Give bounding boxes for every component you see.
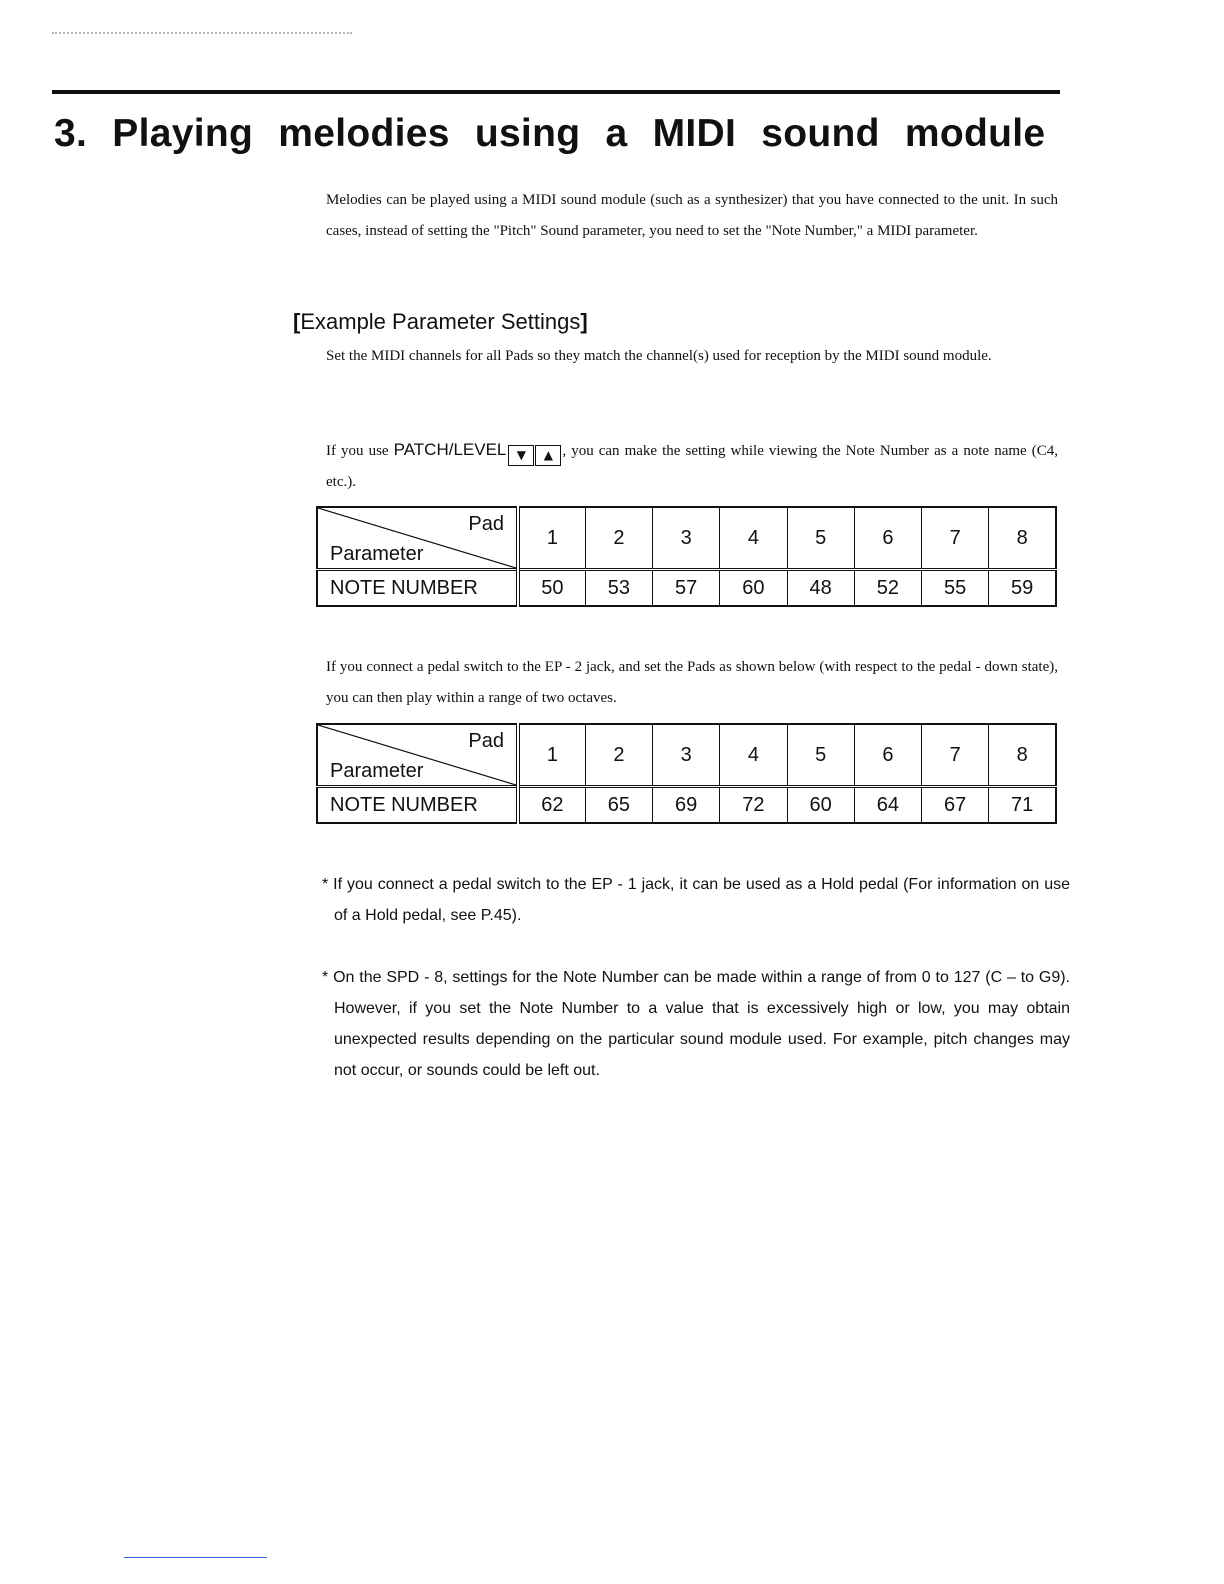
section-title xyxy=(54,112,1045,156)
section-number: 3. xyxy=(54,112,88,155)
note-value: 50 xyxy=(518,570,585,607)
note-value: 52 xyxy=(854,570,921,607)
note-value: 60 xyxy=(787,787,854,824)
note-number-table-2 xyxy=(316,723,1057,824)
diagonal-header-cell xyxy=(317,724,518,787)
pedal-paragraph: If you connect a pedal switch to the EP - 2 jack, and set the Pads as shown below (with respect to the pedal - down state), you can then play within a range of two octaves. xyxy=(326,659,1058,706)
pad-header: 6 xyxy=(854,724,921,787)
midi-channels-paragraph: Set the MIDI channels for all Pads so they match the channel(s) used for reception by the MIDI sound module. xyxy=(326,348,992,364)
note-number-range-note: * On the SPD - 8, settings for the Note Number can be made within a range of from 0 to 127 (C – to G9). However, if you set the Note Number to a value that is excessively high or low, you may obtain unexpected results depending on the particular sound module used. For example, pitch changes may not occur, or sounds could be left out. xyxy=(322,969,1070,1079)
intro-paragraph: Melodies can be played using a MIDI sound module (such as a synthesizer) that you have connected to the unit. In such cases, instead of setting the "Pitch" Sound parameter, you need to set the "Note Number," a MIDI parameter. xyxy=(326,192,1058,239)
patch-text-after: , you can make the setting while viewing the Note Number as a note name (C4, etc.). xyxy=(326,443,1058,490)
pad-header: 8 xyxy=(989,507,1056,570)
table-row xyxy=(317,570,1056,607)
footer-rule xyxy=(124,1557,267,1558)
note-value: 65 xyxy=(585,787,652,824)
pad-header: 2 xyxy=(585,724,652,787)
hold-pedal-note: * If you connect a pedal switch to the EP - 1 jack, it can be used as a Hold pedal (For information on use of a Hold pedal, see P.45). xyxy=(322,876,1070,924)
table-header-row xyxy=(317,724,1056,787)
note-value: 53 xyxy=(585,570,652,607)
pad-header: 8 xyxy=(989,724,1056,787)
pad-header: 6 xyxy=(854,507,921,570)
down-arrow-key-icon: ▼ xyxy=(508,445,534,466)
note-value: 67 xyxy=(922,787,989,824)
row-label: NOTE NUMBER xyxy=(317,570,518,607)
pad-header: 4 xyxy=(720,724,787,787)
pad-header: 7 xyxy=(922,507,989,570)
note-value: 72 xyxy=(720,787,787,824)
note-value: 60 xyxy=(720,570,787,607)
table-row xyxy=(317,787,1056,824)
pad-header: 1 xyxy=(518,507,585,570)
heading-bracket-close: ] xyxy=(580,309,588,334)
pad-header: 5 xyxy=(787,507,854,570)
note-value: 64 xyxy=(854,787,921,824)
note-value: 69 xyxy=(653,787,720,824)
example-heading-text: Example Parameter Settings xyxy=(300,309,581,334)
table-header-row xyxy=(317,507,1056,570)
pad-header: 3 xyxy=(653,724,720,787)
note-value: 48 xyxy=(787,570,854,607)
patch-level-label: PATCH/LEVEL xyxy=(393,440,507,459)
note-value: 62 xyxy=(518,787,585,824)
pad-header: 7 xyxy=(922,724,989,787)
note-number-table-1 xyxy=(316,506,1057,607)
pad-header: 3 xyxy=(653,507,720,570)
patch-text-before: If you use xyxy=(326,443,394,459)
diagonal-header-cell xyxy=(317,507,518,570)
row-label: NOTE NUMBER xyxy=(317,787,518,824)
pad-header: 5 xyxy=(787,724,854,787)
note-value: 71 xyxy=(989,787,1056,824)
note-value: 57 xyxy=(653,570,720,607)
pad-header: 2 xyxy=(585,507,652,570)
pad-label: Pad xyxy=(468,730,504,752)
patch-level-paragraph xyxy=(326,434,1058,498)
parameter-label: Parameter xyxy=(330,760,424,782)
note-value: 55 xyxy=(922,570,989,607)
pad-label: Pad xyxy=(468,513,504,535)
section-title-text: Playing melodies using a MIDI sound module xyxy=(112,112,1046,155)
example-heading xyxy=(293,309,588,335)
parameter-label: Parameter xyxy=(330,543,424,565)
pad-header: 4 xyxy=(720,507,787,570)
header-running-text-smudge xyxy=(52,20,352,34)
up-arrow-key-icon: ▲ xyxy=(535,445,561,466)
pad-header: 1 xyxy=(518,724,585,787)
heading-bracket-open: [ xyxy=(293,309,301,334)
note-value: 59 xyxy=(989,570,1056,607)
header-rule xyxy=(52,90,1060,94)
